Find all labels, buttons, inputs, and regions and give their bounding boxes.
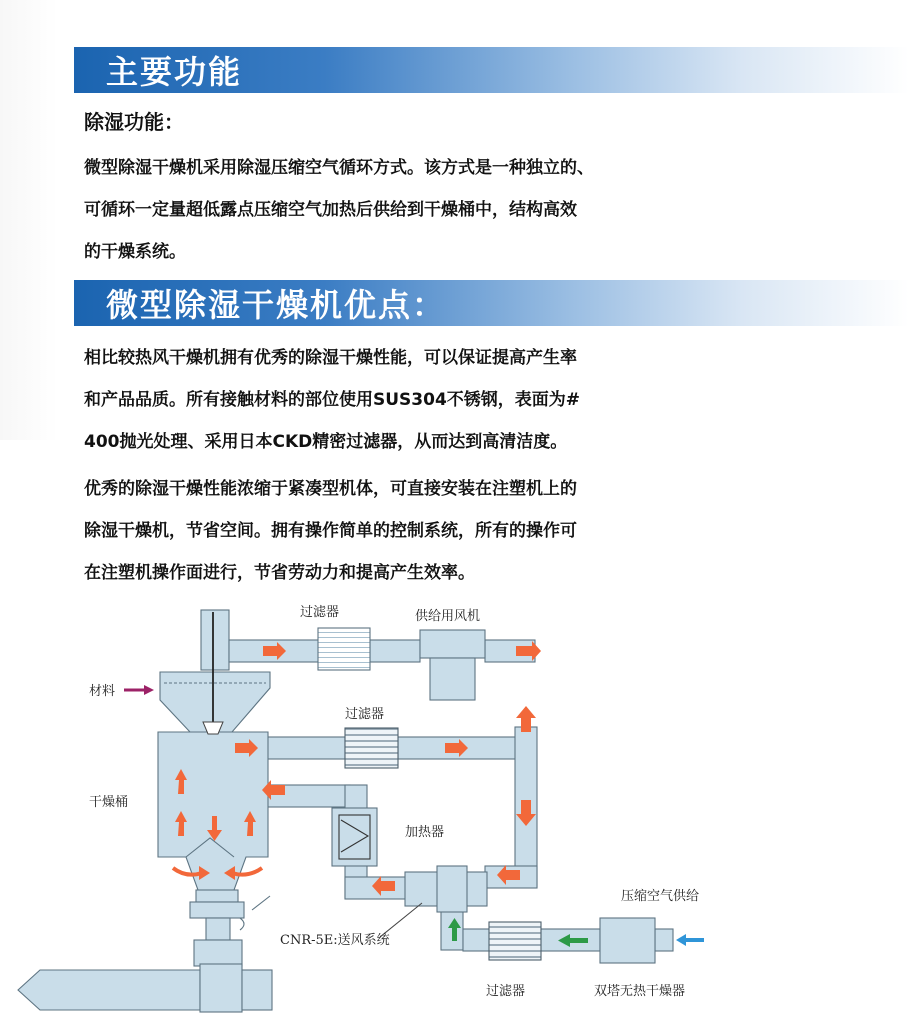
text-line: 可循环一定量超低露点压缩空气加热后供给到干燥桶中，结构高效 — [84, 200, 577, 220]
text-line: 相比较热风干燥机拥有优秀的除湿干燥性能，可以保证提高产生率 — [84, 348, 577, 368]
text-line: 除湿干燥机，节省空间。拥有操作简单的控制系统，所有的操作可 — [84, 521, 577, 541]
label-compressed-air: 压缩空气供给 — [621, 889, 700, 904]
section-banner-advantages — [74, 280, 909, 326]
drying-hopper-body — [158, 732, 268, 890]
hopper-flange — [190, 902, 244, 918]
blower-top — [420, 630, 485, 658]
label-drying-hopper: 干燥桶 — [89, 795, 129, 810]
label-filter-top: 过滤器 — [300, 605, 340, 620]
text-line: 优秀的除湿干燥性能浓缩于紧凑型机体，可直接安装在注塑机上的 — [84, 479, 577, 499]
subheading-dehumidify: 除湿功能： — [84, 110, 184, 134]
hopper-base — [194, 940, 242, 966]
top-filter — [318, 628, 370, 670]
pipe-to-bottom-filter — [463, 929, 491, 951]
text-line: 和产品品质。所有接触材料的部位使用SUS304不锈钢，表面为# — [84, 390, 581, 410]
text-line: 微型除湿干燥机采用除湿压缩空气循环方式。该方式是一种独立的、 — [84, 158, 594, 178]
discharge-valve — [206, 918, 230, 940]
injection-machine-body — [242, 970, 272, 1010]
label-cnr-system: CNR-5E:送风系统 — [280, 933, 390, 948]
cnr-leader-line — [380, 903, 422, 937]
injection-machine-feed-block — [200, 964, 242, 1012]
label-heater: 加热器 — [405, 825, 445, 840]
top-exhaust-pipe — [201, 610, 229, 670]
cnr-center — [437, 866, 467, 912]
label-material: 材料 — [89, 684, 116, 699]
text-line: 的干燥系统。 — [84, 242, 186, 262]
twin-tower-dryer — [600, 918, 655, 963]
return-pipe — [265, 737, 345, 759]
hopper-neck — [196, 890, 238, 902]
compressed-air-arrow-blue — [676, 934, 704, 946]
section-banner-main-functions — [74, 47, 909, 93]
text-line: 400抛光处理、采用日本CKD精密过滤器，从而达到高清洁度。 — [84, 432, 568, 452]
label-filter-mid: 过滤器 — [345, 707, 385, 722]
paragraph-advantages-2 — [84, 468, 784, 594]
injection-machine-barrel — [18, 970, 200, 1010]
label-blower: 供给用风机 — [415, 609, 481, 624]
paragraph-advantages-1 — [84, 337, 784, 463]
compressed-air-inlet-pipe — [655, 929, 673, 951]
blower-motor — [430, 658, 475, 700]
left-edge-shade — [0, 0, 58, 440]
section-title-advantages: 微型除湿干燥机优点： — [106, 286, 447, 324]
mid-filter — [345, 728, 398, 768]
section-title-main-functions: 主要功能 — [106, 53, 243, 91]
label-filter-bottom: 过滤器 — [486, 984, 526, 999]
paragraph-function-description — [84, 147, 784, 273]
dryer-system-diagram — [0, 590, 909, 1021]
bottom-filter — [489, 922, 541, 960]
label-twin-tower-dryer: 双塔无热干燥器 — [594, 984, 686, 999]
text-line: 在注塑机操作面进行，节省劳动力和提高产生效率。 — [84, 563, 475, 583]
pipe-filter-to-blower — [370, 640, 420, 662]
material-arrow — [124, 685, 154, 695]
